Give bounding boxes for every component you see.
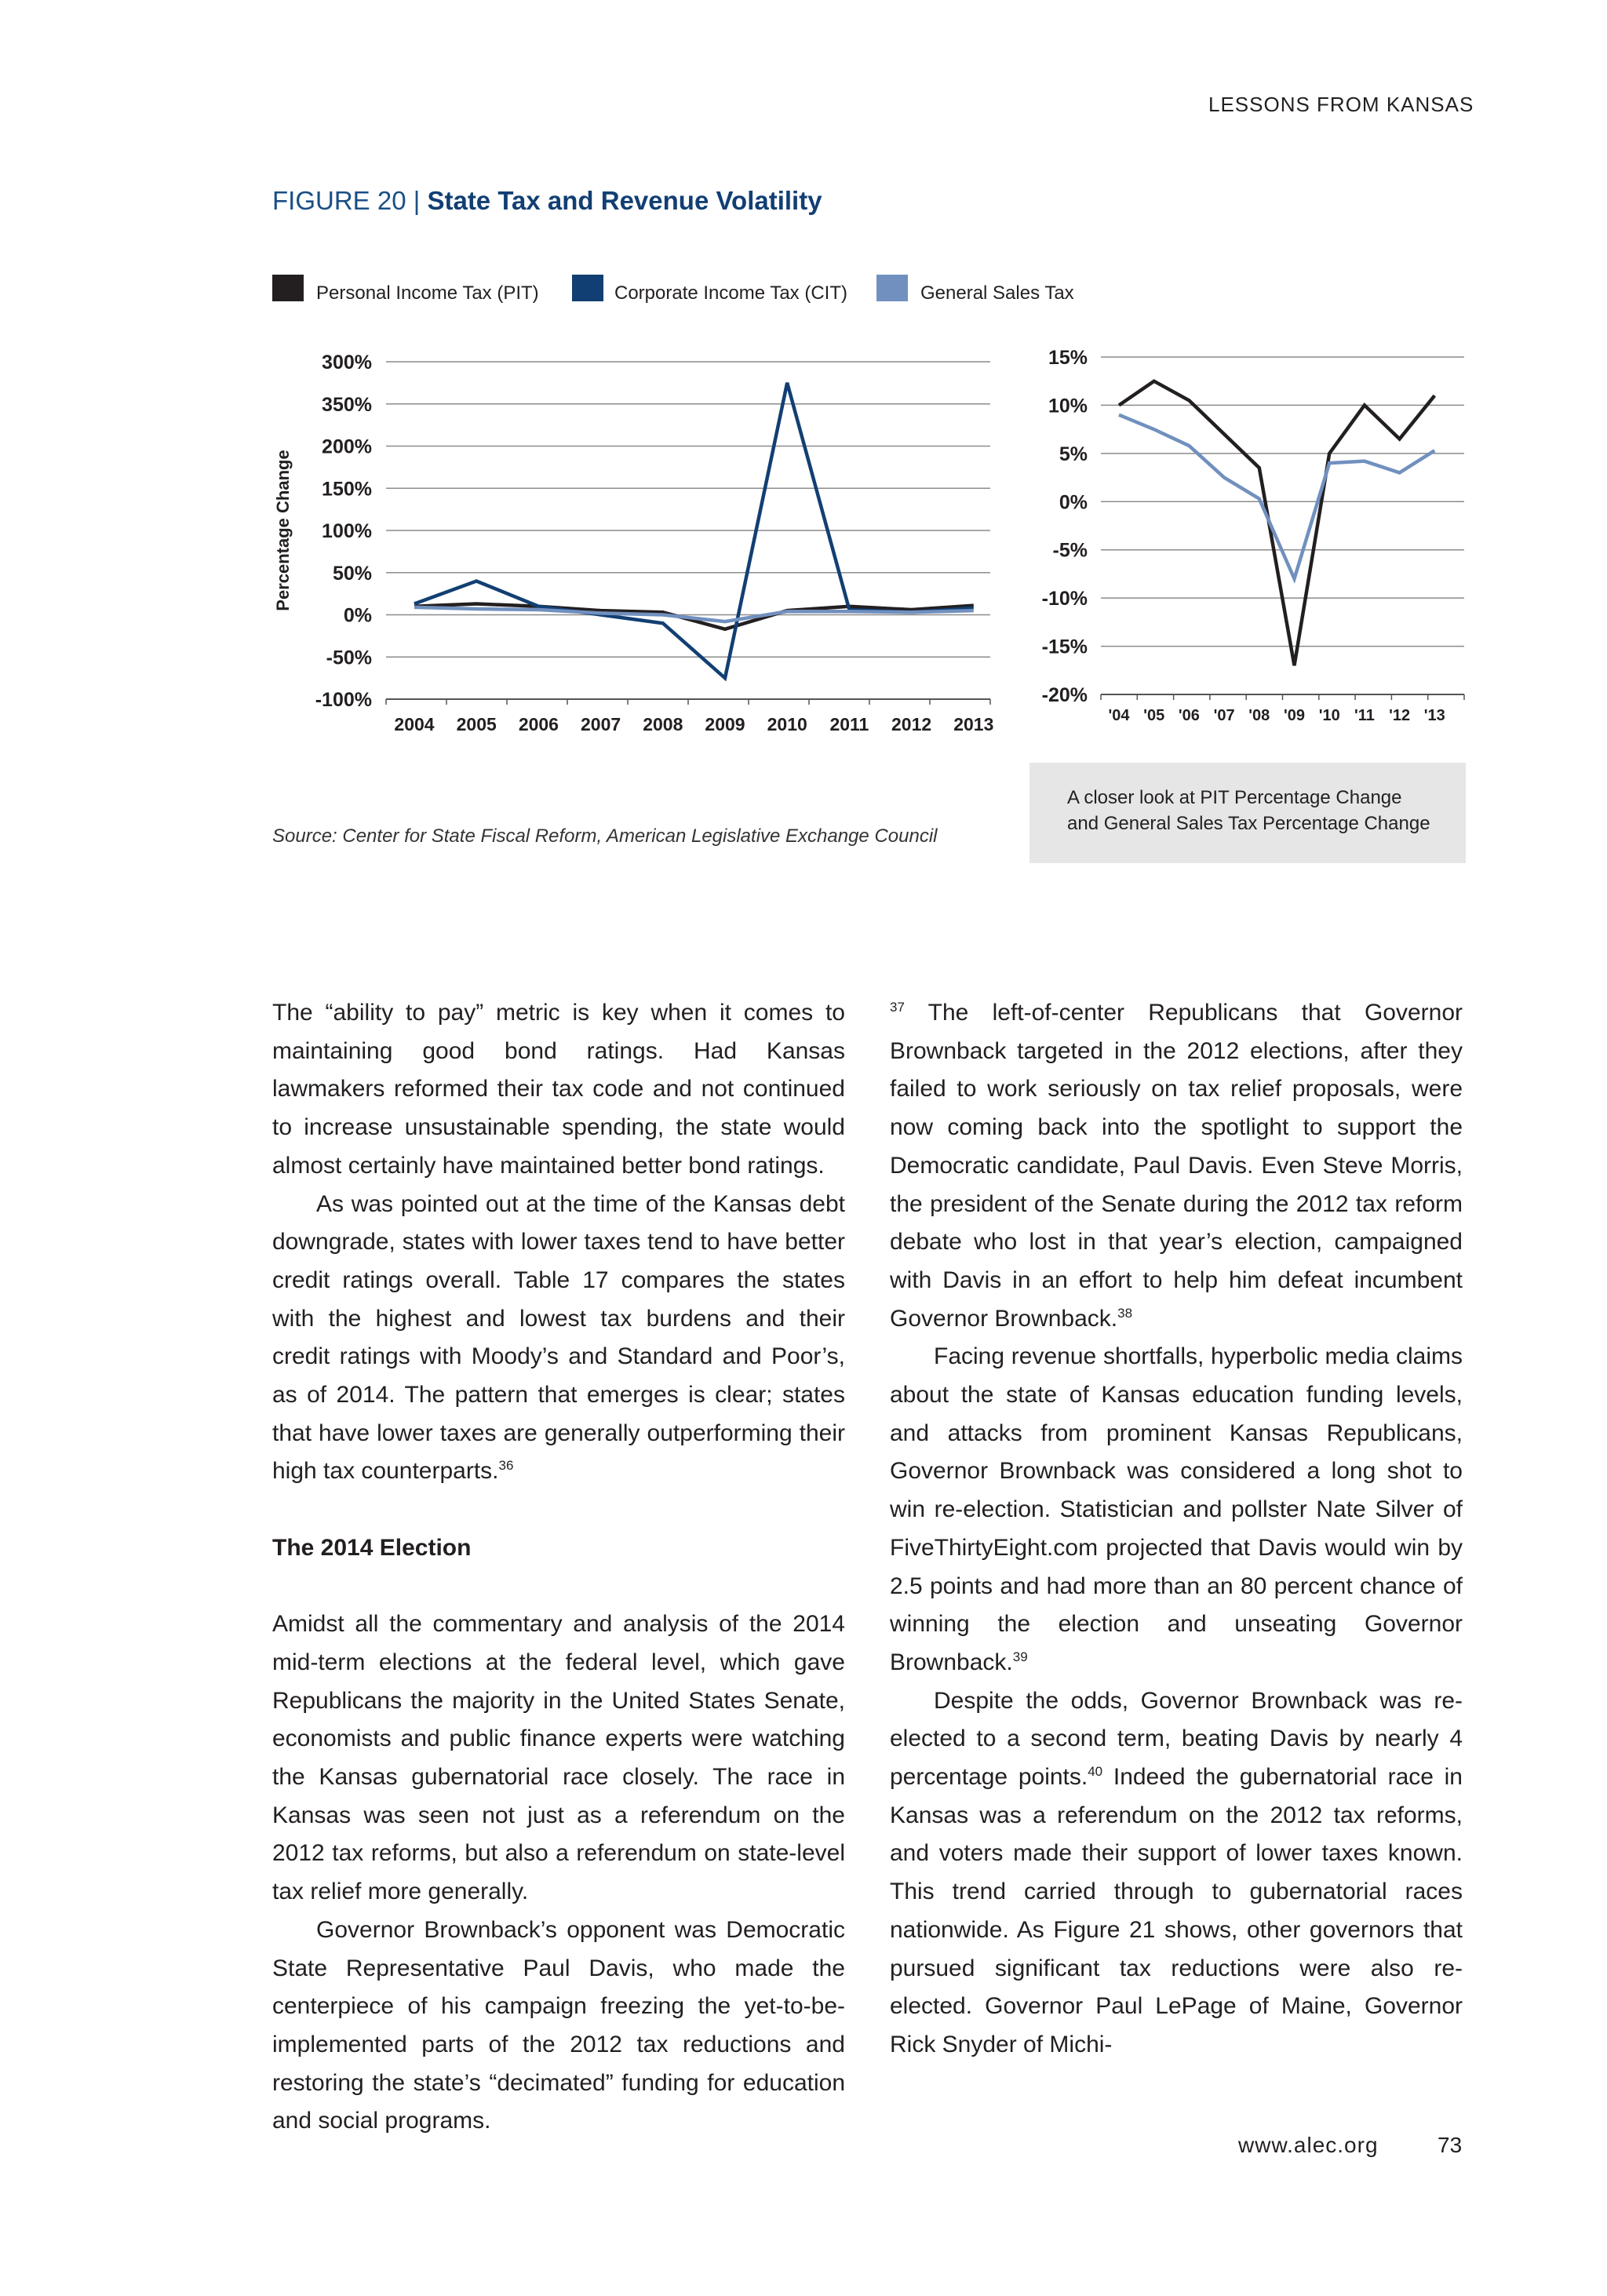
paragraph-3: Amidst all the commentary and analysis of the 2014 mid-term elections at the federal level, which gave Republicans the majority in the United States Senate, economists and public finance experts were watching the Kansas gubernatorial race closely. The race in Kansas was seen not just as a referendum on the 2012 tax reforms, but also a referendum on state-level tax relief more generally. (272, 1611, 845, 1905)
running-head: LESSONS FROM KANSAS (1208, 93, 1474, 116)
legend-swatch-pit (272, 275, 304, 301)
series-line-personal-income-tax-pit (1119, 381, 1434, 665)
source-note: Source: Center for State Fiscal Reform, American Legislative Exchange Council (272, 825, 938, 847)
footnote-ref-37: 37 (890, 1000, 905, 1015)
y-tick-label: -50% (326, 647, 372, 669)
x-tick-label: '08 (1248, 707, 1270, 724)
footnote-ref-39: 39 (1012, 1649, 1028, 1664)
y-tick-label: 100% (322, 520, 372, 542)
paragraph-5 (890, 1338, 1463, 1682)
body-column-right (890, 994, 1463, 2065)
page-number: 73 (1438, 2133, 1463, 2157)
paragraph-2-text: As was pointed out at the time of the Kansas debt downgrade, states with lower taxes tend to have better credit ratings overall. Table 17 compares the states with the highest and lowest tax burdens and their credit ratings with Moody’s and Standard and Poor’s, as of 2014. The pattern that emerges is clear; states that have lower taxes are generally outperforming their high tax counterparts. (272, 1190, 845, 1485)
paragraph-6b-text: Indeed the gubernatorial race in Kansas was a referendum on the 2012 tax reforms, and voters made their support of lower taxes known. This trend carried through to gubernatorial races nationwide. As Figure 21 shows, other governors that pursued significant tax reductions were also re-elected. Governor Paul LePage of Maine, Governor Rick Snyder of Michi- (890, 1764, 1463, 2057)
y-tick-label: 10% (1048, 395, 1088, 417)
figure-label: FIGURE 20 | (272, 186, 421, 215)
paragraph-5-text: Facing revenue shortfalls, hyperbolic media claims about the state of Kansas education funding levels, and attacks from prominent Kansas Republicans, Governor Brownback was considered a long shot to win re-election. Statistician and pollster Nate Silver of FiveThirtyEight.com projected that Davis would win by 2.5 points and had more than an 80 percent chance of winning the election and unseating Governor Brownback. (890, 1343, 1463, 1675)
y-axis-label: Percentage Change (273, 450, 293, 611)
x-tick-label: '06 (1178, 707, 1200, 724)
x-tick-label: '09 (1283, 707, 1306, 724)
legend-label-pit: Personal Income Tax (PIT) (316, 282, 539, 304)
paragraph-4: Governor Brownback’s opponent was Democratic State Representative Paul Davis, who made the centerpiece of his campaign freezing the yet-to-be-implemented parts of the 2012 tax reductions and restoring the state’s “decimated” funding for education and social programs. (272, 1916, 845, 2134)
detail-line-chart (1020, 337, 1475, 730)
x-tick-label: 2007 (581, 714, 621, 734)
paragraph-6-text: Despite the odds, Governor Brownback was re-elected to a second term, beating Davis by nearly 4 percentage points. (890, 1687, 1463, 1791)
x-tick-label: 2009 (705, 714, 745, 734)
y-tick-label: -100% (315, 689, 372, 711)
x-tick-label: '05 (1143, 707, 1165, 724)
x-tick-label: 2011 (829, 714, 869, 734)
callout-text (1067, 785, 1430, 836)
callout-line-1: A closer look at PIT Percentage Change (1067, 787, 1402, 808)
footnote-ref-36: 36 (498, 1458, 514, 1474)
series-line-general-sales-tax (1119, 415, 1434, 579)
y-tick-label: -10% (1041, 588, 1088, 610)
x-tick-label: 2006 (518, 714, 559, 734)
x-tick-label: 2010 (767, 714, 807, 734)
legend-label-sales: General Sales Tax (920, 282, 1074, 304)
paragraph-4b-text: The left-of-center Republicans that Governor Brownback targeted in the 2012 elections, after they failed to work seriously on tax relief proposals, were now coming back into the spotlight to support the Democratic candidate, Paul Davis. Even Steve Morris, the president of the Senate during the 2012 tax reform debate who lost in that year’s election, campaigned with Davis in an effort to help him defeat incumbent Governor Brownback. (890, 1000, 1463, 1332)
paragraph-2 (272, 1186, 845, 1492)
figure-title-text: State Tax and Revenue Volatility (427, 186, 822, 215)
y-tick-label: 0% (1059, 491, 1088, 514)
figure-title (272, 186, 822, 216)
paragraph-4-continued (890, 994, 1463, 1338)
legend-label-cit: Corporate Income Tax (CIT) (614, 282, 847, 304)
x-tick-label: 2013 (953, 714, 994, 734)
legend-swatch-cit (572, 275, 603, 301)
paragraph-1: The “ability to pay” metric is key when it comes to maintaining good bond ratings. Had Kansas lawmakers reformed their tax code and not continued to increase unsustainable spending, the state would almost certainly have maintained better bond ratings. (272, 1000, 845, 1179)
paragraph-6 (890, 1682, 1463, 2065)
x-tick-label: '07 (1213, 707, 1235, 724)
x-tick-label: 2008 (643, 714, 683, 734)
x-tick-label: '04 (1108, 707, 1130, 724)
main-line-chart (267, 337, 1004, 745)
footnote-ref-38: 38 (1117, 1305, 1133, 1321)
y-tick-label: 0% (343, 604, 372, 627)
body-column-left (272, 994, 845, 2141)
x-tick-label: '11 (1354, 707, 1375, 724)
y-tick-label: -5% (1052, 539, 1088, 562)
x-tick-label: 2012 (891, 714, 932, 734)
y-tick-label: 50% (332, 562, 372, 585)
y-tick-label: 350% (322, 393, 372, 416)
x-tick-label: '12 (1389, 707, 1411, 724)
footer-url: www.alec.org (1238, 2133, 1379, 2157)
legend-swatch-sales (876, 275, 908, 301)
chart-callout-box (1029, 763, 1466, 863)
x-tick-label: 2004 (394, 714, 435, 734)
y-tick-label: 15% (1048, 347, 1088, 369)
y-tick-label: 5% (1059, 443, 1088, 465)
y-tick-label: 300% (322, 352, 372, 374)
x-tick-label: '13 (1423, 707, 1445, 724)
x-tick-label: '10 (1318, 707, 1340, 724)
callout-line-2: and General Sales Tax Percentage Change (1067, 813, 1430, 834)
y-tick-label: 200% (322, 436, 372, 458)
section-heading: The 2014 Election (272, 1534, 472, 1561)
x-tick-label: 2005 (456, 714, 497, 734)
y-tick-label: -15% (1041, 636, 1088, 658)
y-tick-label: 150% (322, 478, 372, 501)
footnote-ref-40: 40 (1088, 1764, 1103, 1780)
y-tick-label: -20% (1041, 684, 1088, 706)
